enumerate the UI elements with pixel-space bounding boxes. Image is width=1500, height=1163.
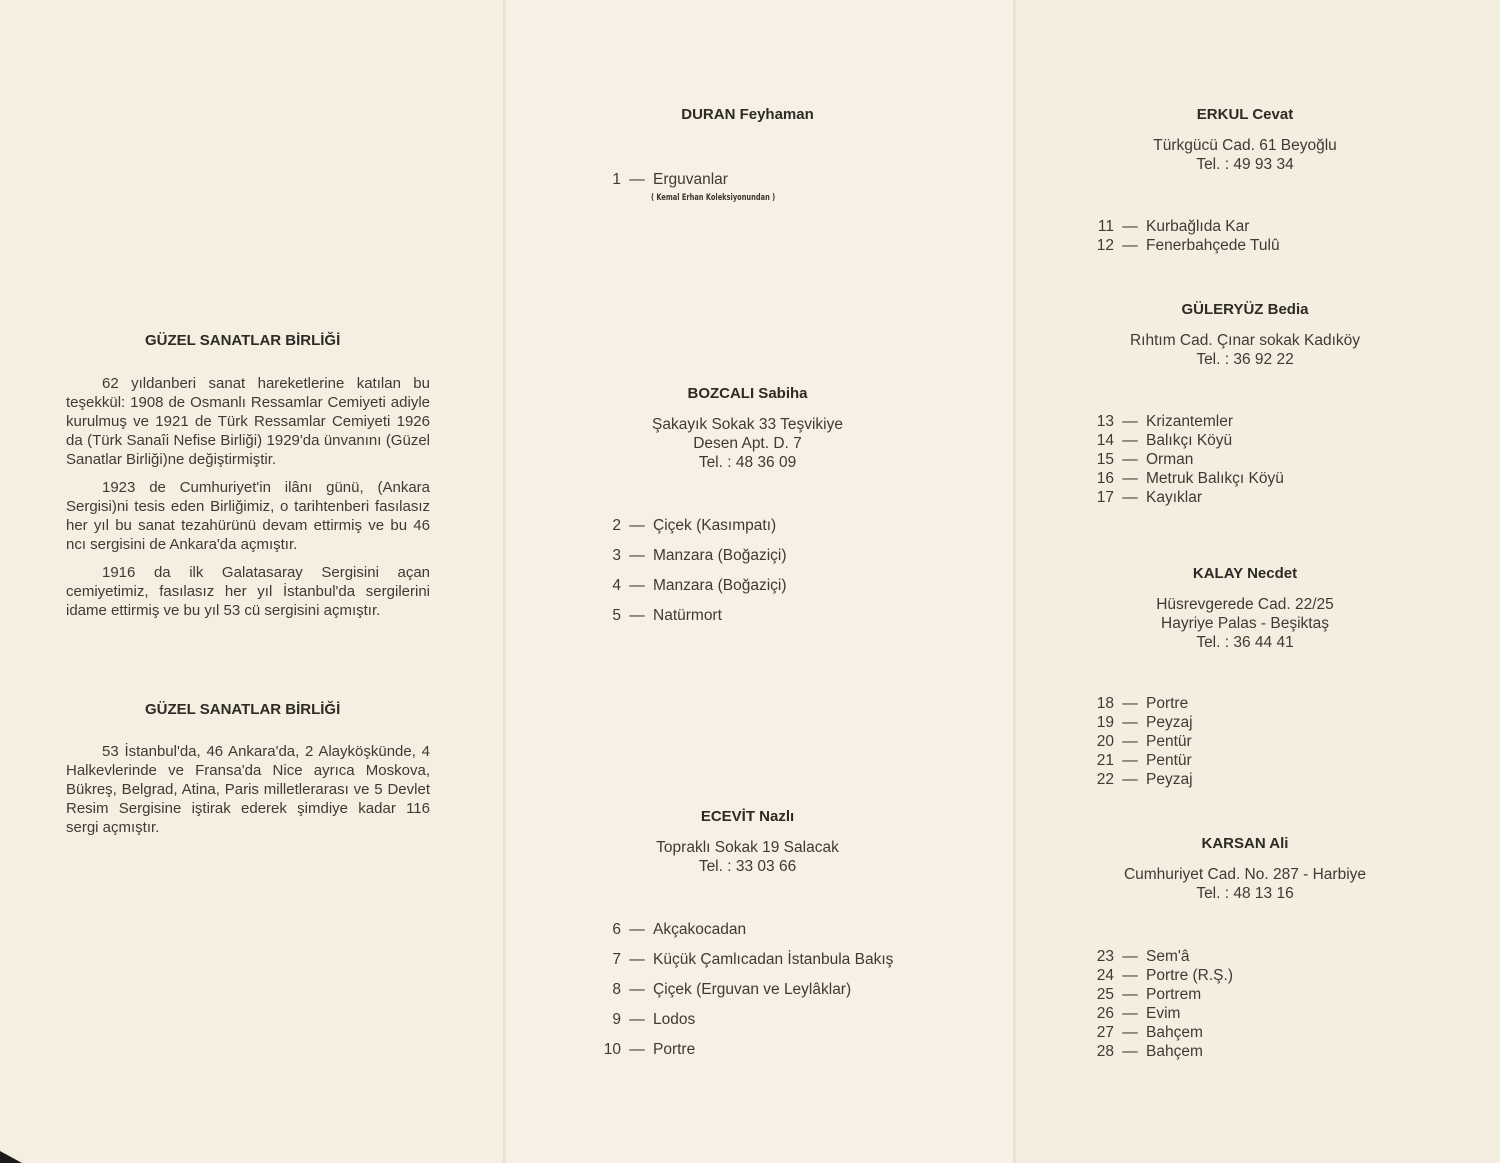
artwork-item: 17 — Kayıklar — [1096, 489, 1202, 506]
artwork-item: 10 — Portre — [603, 1041, 696, 1058]
artwork-list-bozcali — [595, 517, 787, 637]
artwork-list-ecevit — [595, 921, 893, 1071]
artist-name-bozcali: BOZCALI Sabiha — [687, 385, 808, 402]
artist-name-duran: DURAN Feyhaman — [681, 106, 814, 123]
artwork-item: 16 — Metruk Balıkçı Köyü — [1096, 470, 1284, 487]
artist-name-guleryuz: GÜLERYÜZ Bedia — [1181, 301, 1309, 318]
artwork-item: 11 — Kurbağlıda Kar — [1097, 218, 1250, 235]
artwork-list-kalay — [1090, 695, 1193, 790]
artwork-item: 28 — Bahçem — [1096, 1043, 1203, 1060]
artwork-list-guleryuz — [1090, 413, 1284, 508]
artwork-item: 3 — Manzara (Boğaziçi) — [612, 547, 787, 564]
collection-note: ( Kemal Erhan Koleksiyonundan ) — [651, 193, 776, 203]
artist-name-karsan: KARSAN Ali — [1201, 835, 1289, 852]
artist-name-kalay: KALAY Necdet — [1192, 565, 1298, 582]
artwork-item: 13 — Krizantemler — [1096, 413, 1233, 430]
address-karsan: Cumhuriyet Cad. No. 287 - Harbiye Tel. : 48 13 16 — [1123, 866, 1367, 902]
paragraph-2: 1923 de Cumhuriyet'in ilânı günü, (Ankara Sergisi)ni tesis eden Birliğimiz, o tarihtenberi fasılasız her yıl bu sanat tezahürünü devam ettirmiş ve bu 46 ncı sergisini de Ankara'da açmıştır. — [66, 479, 430, 553]
artwork-item: 21 — Pentür — [1096, 752, 1192, 769]
paragraph-3: 1916 da ilk Galatasaray Sergisini açan cemiyetimiz, fasılasız her yıl İstanbul'da sergilerini idame ettirmiş ve bu yıl 53 cü sergisini açmıştır. — [66, 564, 430, 619]
artwork-item: 12 — Fenerbahçede Tulû — [1096, 237, 1280, 254]
artwork-item: 6 — Akçakocadan — [612, 921, 747, 938]
artwork-item: 18 — Portre — [1096, 695, 1189, 712]
artwork-item: 15 — Orman — [1096, 451, 1194, 468]
paragraph-4: 53 İstanbul'da, 46 Ankara'da, 2 Alayköşkünde, 4 Halkevlerinde ve Fransa'da Nice ayrıca Moskova, Bükreş, Belgrad, Atina, Paris milletlerarası ve 5 Devlet Resim Sergisine iştirak ederek şimdiye kadar 116 sergi açmıştır. — [66, 743, 430, 836]
artwork-item: 4 — Manzara (Boğaziçi) — [612, 577, 787, 594]
birlik-history — [66, 742, 430, 837]
paragraph-1: 62 yıldanberi sanat hareketlerine katılan bu teşekkül: 1908 de Osmanlı Ressamlar Cemiyeti adiyle kurulmuş ve 1921 de Türk Ressamlar Cemiyeti 1926 da (Türk Sanaîi Nefise Birliği) 1929'da ünvanını (Güzel Sanatlar Birliği)ne değiştirmiştir. — [66, 375, 430, 468]
artwork-item: 7 — Küçük Çamlıcadan İstanbula Bakış — [612, 951, 894, 968]
artwork-item: 27 — Bahçem — [1096, 1024, 1203, 1041]
address-erkul: Türkgücü Cad. 61 Beyoğlu Tel. : 49 93 34 — [1153, 137, 1337, 173]
artwork-list-erkul — [1090, 218, 1280, 256]
artwork-item: 1 — Erguvanlar — [612, 171, 728, 188]
birlik-description — [66, 374, 430, 620]
artwork-item: 2 — Çiçek (Kasımpatı) — [612, 517, 777, 534]
birlik-heading-2: GÜZEL SANATLAR BİRLİĞİ — [145, 701, 341, 718]
artwork-item: 26 — Evim — [1096, 1005, 1181, 1022]
artwork-item: 24 — Portre (R.Ş.) — [1096, 967, 1233, 984]
artwork-item: 9 — Lodos — [612, 1011, 696, 1028]
artwork-item: 19 — Peyzaj — [1096, 714, 1193, 731]
artwork-item: 22 — Peyzaj — [1096, 771, 1193, 788]
artist-name-erkul: ERKUL Cevat — [1196, 106, 1294, 123]
artwork-item: 8 — Çiçek (Erguvan ve Leylâklar) — [612, 981, 852, 998]
address-kalay: Hüsrevgerede Cad. 22/25 Hayriye Palas - Beşiktaş Tel. : 36 44 41 — [1156, 596, 1334, 651]
artwork-item: 5 — Natürmort — [612, 607, 722, 624]
address-guleryuz: Rıhtım Cad. Çınar sokak Kadıköy Tel. : 36 92 22 — [1129, 332, 1360, 368]
artwork-list-karsan — [1090, 948, 1233, 1062]
torn-corner — [0, 1151, 22, 1163]
artwork-item: 14 — Balıkçı Köyü — [1096, 432, 1233, 449]
birlik-heading-1: GÜZEL SANATLAR BİRLİĞİ — [145, 332, 341, 349]
artwork-item: 20 — Pentür — [1096, 733, 1192, 750]
fold-line-2 — [1013, 0, 1016, 1163]
artwork-item: 25 — Portrem — [1096, 986, 1202, 1003]
address-bozcali: Şakayık Sokak 33 Teşvikiye Desen Apt. D. 7 Tel. : 48 36 09 — [652, 416, 843, 471]
artist-name-ecevit: ECEVİT Nazlı — [700, 808, 795, 825]
fold-line-1 — [503, 0, 506, 1163]
artwork-item: 23 — Sem'â — [1096, 948, 1190, 965]
address-ecevit: Topraklı Sokak 19 Salacak Tel. : 33 03 66 — [656, 839, 839, 875]
